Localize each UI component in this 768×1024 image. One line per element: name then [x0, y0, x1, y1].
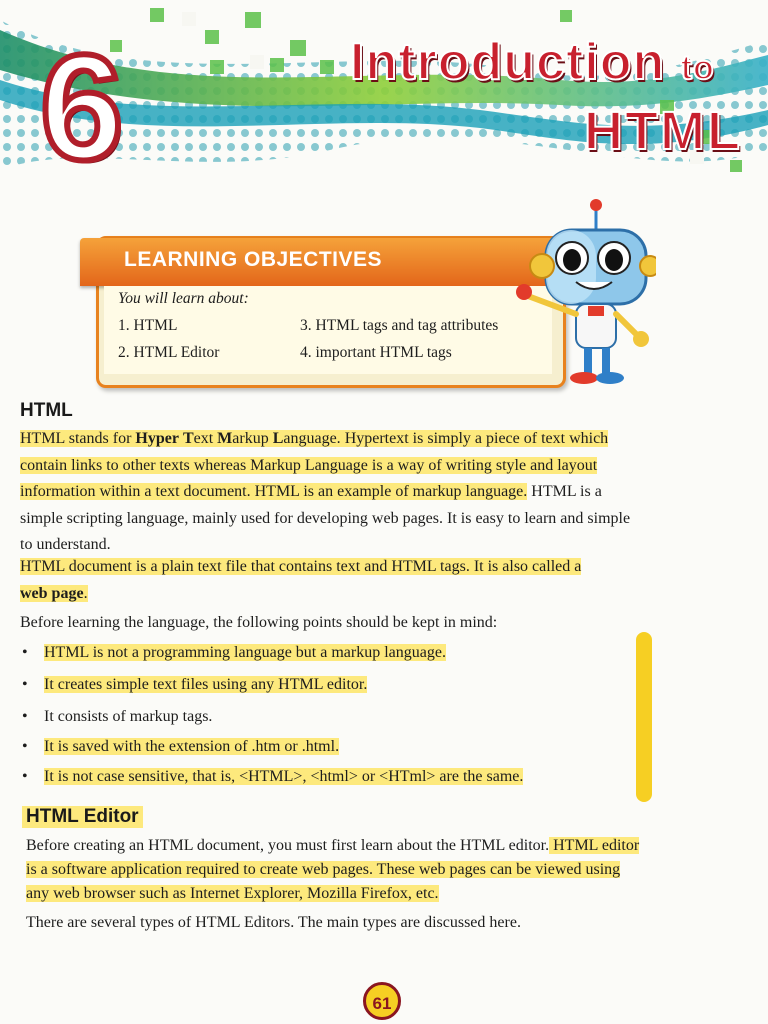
highlighted-text: is a software application required to create web pages. These web pages can be viewed using: [26, 861, 621, 878]
paragraph-points-intro: Before learning the language, the following points should be kept in mind:: [20, 614, 498, 631]
bullet-item: It is not case sensitive, that is, <HTML>, <html> or <HTml> are the same.: [44, 768, 524, 785]
bullet-item: It is saved with the extension of .htm or .html.: [44, 738, 340, 755]
bullet-icon: •: [22, 644, 28, 661]
bullet-icon: •: [22, 768, 28, 785]
objective-item: 3. HTML tags and tag attributes: [300, 317, 499, 334]
bullet-icon: •: [22, 708, 28, 725]
highlighted-text: information within a text document.: [20, 483, 251, 500]
objective-item: 1. HTML: [118, 317, 178, 334]
page-number: 61: [363, 982, 401, 1020]
chapter-title-main: Introduction: [350, 33, 666, 91]
learning-objectives-intro: You will learn about:: [118, 290, 249, 307]
bullet-icon: •: [22, 676, 28, 693]
chapter-number: 6: [40, 23, 124, 191]
paragraph-editor-types: There are several types of HTML Editors. The main types are discussed here.: [26, 914, 521, 931]
highlighted-text: HTML document is a plain text file that contains text and HTML tags.: [20, 558, 470, 575]
highlighted-text: HTML stands for Hyper Text Markup Language.: [20, 430, 341, 447]
chapter-title: [350, 32, 715, 92]
paragraph-html-document: HTML document is a plain text file that contains text and HTML tags. It is also called a web page.: [20, 558, 582, 602]
learning-objectives-title: LEARNING OBJECTIVES: [124, 248, 383, 271]
highlight-marker-bar: [636, 632, 652, 802]
highlighted-text: web page.: [20, 584, 88, 602]
chapter-title-to: to: [680, 49, 715, 87]
bullet-item: It consists of markup tags.: [44, 708, 213, 725]
bullet-item: It creates simple text files using any HTML editor.: [44, 676, 368, 693]
paragraph-html-editor: Before creating an HTML document, you must first learn about the HTML editor. HTML editor is a software application required to create web pages. These web pages can be viewed using any web browser such as Internet Explorer, Mozilla Firefox, etc.: [26, 837, 640, 902]
objective-item: 4. important HTML tags: [300, 344, 452, 361]
highlighted-text: HTML is an example of markup language.: [250, 483, 528, 500]
objective-item: 2. HTML Editor: [118, 344, 220, 361]
highlighted-text: contain links to other texts whereas Markup Language is a way of writing style and layout: [20, 456, 598, 474]
robot-mascot-illustration: [506, 196, 656, 386]
bullet-icon: •: [22, 738, 28, 755]
highlighted-text: any web browser such as Internet Explorer, Mozilla Firefox, etc.: [26, 885, 439, 902]
paragraph-html-definition: HTML stands for Hyper Text Markup Language. Hypertext is simply a piece of text which contain links to other texts whereas Markup Language is a way of writing style and layout information within a text document. HTML is an example of markup language. HTML is a simple scripting language, mainly used for developing web pages. It is easy to learn and simple to understand.: [20, 430, 631, 553]
chapter-title-sub: HTML: [584, 101, 742, 161]
highlighted-text: HTML editor: [549, 837, 640, 854]
section-heading-html: HTML: [20, 400, 73, 421]
section-heading-html-editor: HTML Editor: [22, 806, 143, 828]
bullet-item: HTML is not a programming language but a markup language.: [44, 644, 446, 661]
